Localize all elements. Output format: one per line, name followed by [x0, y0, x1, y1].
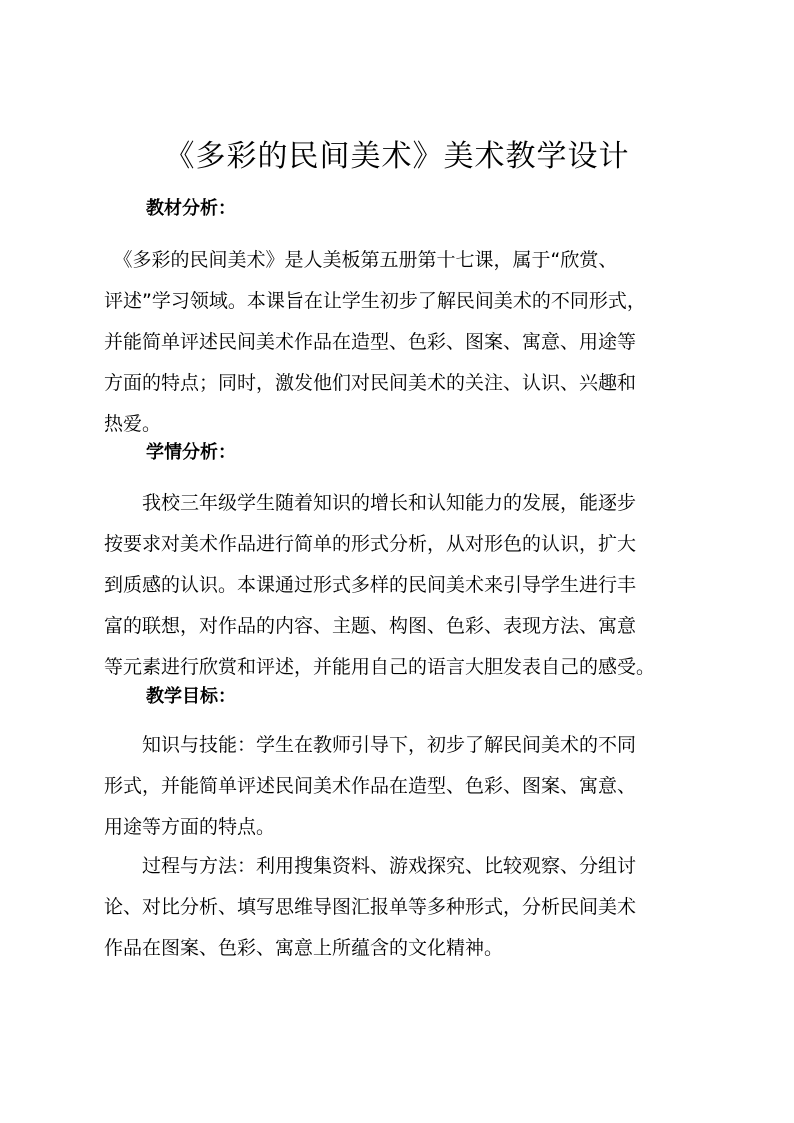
section-heading-student-analysis: 学情分析：	[146, 442, 236, 463]
paragraph-line: 形式，并能简单评述民间美术作品在造型、色彩、图案、寓意、	[104, 775, 637, 797]
paragraph-line: 等元素进行欣赏和评述，并能用自己的语言大胆发表自己的感受。	[104, 656, 656, 678]
section-paragraph-textbook-analysis	[104, 240, 694, 445]
section-paragraph-process-methods	[104, 846, 694, 969]
paragraph-line: 论、对比分析、填写思维导图汇报单等多种形式，分析民间美术	[104, 896, 637, 918]
paragraph-line: 到质感的认识。本课通过形式多样的民间美术来引导学生进行丰	[104, 574, 637, 596]
document-title: 《多彩的民间美术》美术教学设计	[164, 139, 630, 174]
paragraph-line: 方面的特点；同时，激发他们对民间美术的关注、认识、兴趣和	[104, 372, 637, 394]
paragraph-line: 用途等方面的特点。	[104, 816, 276, 838]
paragraph-line: 按要求对美术作品进行简单的形式分析，从对形色的认识，扩大	[104, 533, 637, 555]
paragraph-line: 作品在图案、色彩、寓意上所蕴含的文化精神。	[104, 937, 504, 959]
paragraph-line: 评述”学习领域。本课旨在让学生初步了解民间美术的不同形式，	[104, 290, 646, 312]
paragraph-line: 热爱。	[104, 413, 162, 435]
paragraph-line: 《多彩的民间美术》是人美板第五册第十七课，属于“欣赏、	[104, 249, 618, 271]
paragraph-line: 我校三年级学生随着知识的增长和认知能力的发展，能逐步	[104, 492, 637, 514]
section-heading-teaching-goals: 教学目标：	[146, 686, 236, 707]
paragraph-line: 并能简单评述民间美术作品在造型、色彩、图案、寓意、用途等	[104, 331, 637, 353]
paragraph-line: 过程与方法：利用搜集资料、游戏探究、比较观察、分组讨	[104, 855, 637, 877]
paragraph-line: 富的联想，对作品的内容、主题、构图、色彩、表现方法、寓意	[104, 615, 637, 637]
section-heading-textbook-analysis: 教材分析：	[146, 198, 236, 219]
paragraph-line: 知识与技能：学生在教师引导下，初步了解民间美术的不同	[104, 734, 637, 756]
section-paragraph-student-analysis	[104, 483, 694, 688]
section-paragraph-knowledge-skills	[104, 725, 694, 848]
